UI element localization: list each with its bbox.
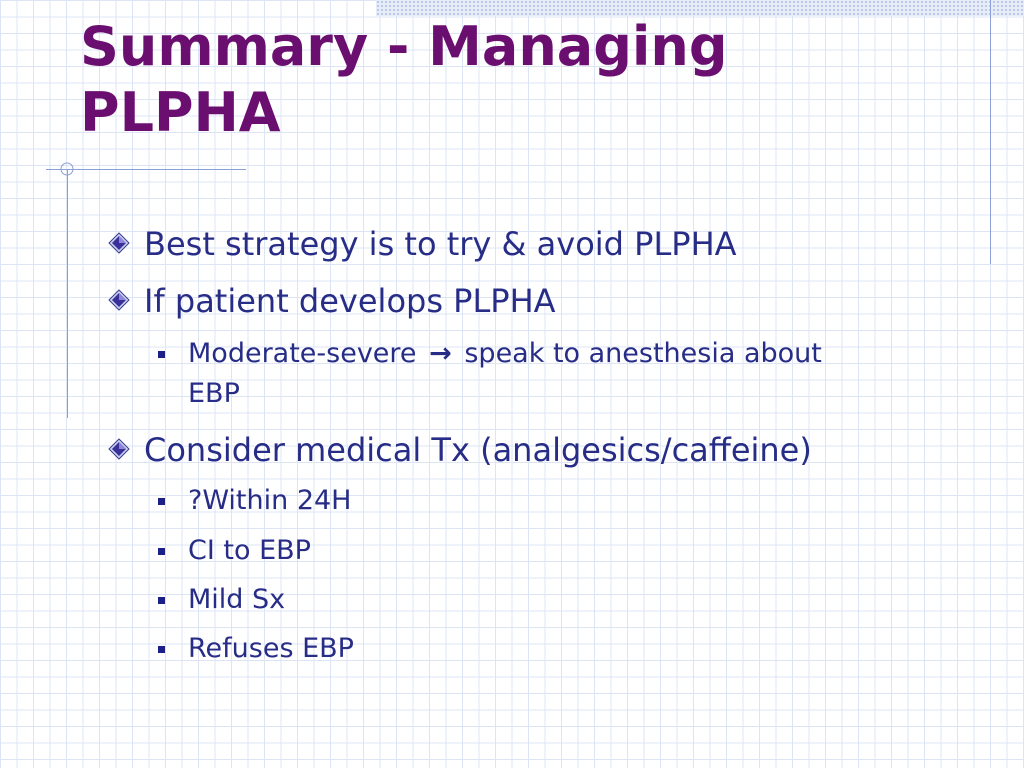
crosshair-circle-icon	[59, 161, 75, 177]
right-accent-line	[990, 0, 991, 264]
diamond-bullet-icon	[108, 232, 130, 254]
title-line-1: Summary - Managing	[80, 15, 728, 78]
diamond-bullet-icon	[108, 289, 130, 311]
sub-bullet-text: CI to EBP	[188, 535, 311, 566]
bullet-text: Best strategy is to try & avoid PLPHA	[144, 225, 737, 263]
sub-bullet-text: Moderate-severe → speak to anesthesia about EBP	[188, 338, 822, 409]
arrow-right-icon: →	[429, 338, 452, 369]
diamond-bullet-icon	[108, 438, 130, 460]
square-bullet-icon	[158, 351, 165, 358]
square-bullet-icon	[158, 646, 165, 653]
bullet-text: If patient develops PLPHA	[144, 282, 556, 320]
bullet-text: Consider medical Tx (analgesics/caffeine)	[144, 431, 812, 469]
title-line-2: PLPHA	[80, 81, 281, 144]
square-bullet-icon	[158, 597, 165, 604]
sub-bullet-text: Mild Sx	[188, 584, 286, 615]
slide-title	[80, 14, 960, 146]
sub-bullet-text: ?Within 24H	[188, 485, 352, 516]
square-bullet-icon	[158, 548, 165, 555]
left-accent-line	[67, 170, 68, 418]
title-underline	[46, 169, 246, 170]
sub-bullet-text: Refuses EBP	[188, 633, 354, 664]
square-bullet-icon	[158, 498, 165, 505]
